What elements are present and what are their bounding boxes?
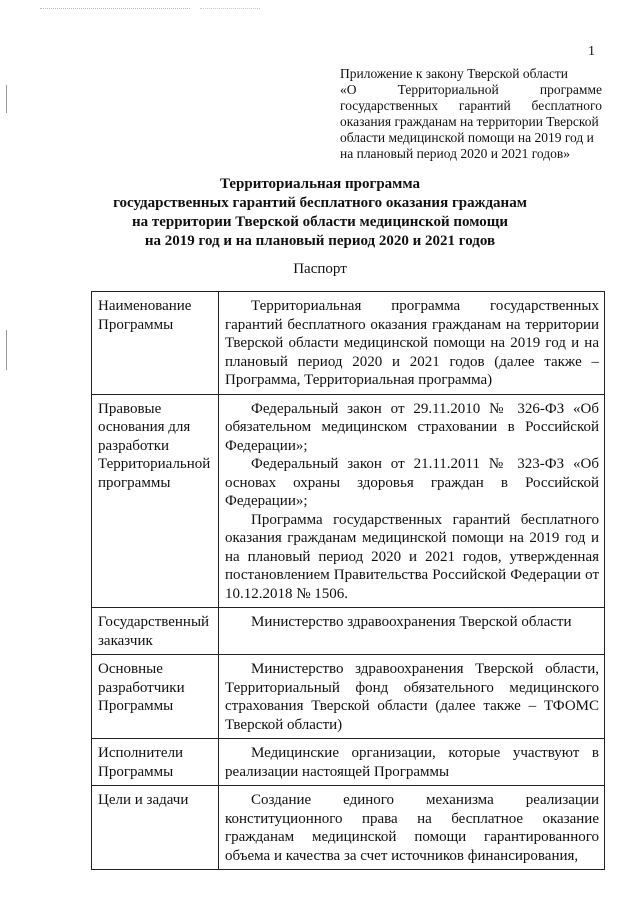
title-line: государственных гарантий бесплатного оказания гражданам bbox=[113, 195, 527, 211]
scan-artifact bbox=[40, 8, 190, 12]
page-number: 1 bbox=[588, 44, 595, 59]
row-label: Наименование Программы bbox=[92, 292, 219, 395]
scan-artifact bbox=[200, 8, 260, 12]
row-label: Правовые основания для разработки Территориальной программы bbox=[92, 394, 219, 608]
row-value bbox=[219, 655, 605, 739]
row-label: Основные разработчики Программы bbox=[92, 655, 219, 739]
table-row bbox=[92, 655, 605, 739]
row-paragraph: Федеральный закон от 21.11.2011 № 323-ФЗ «Об основах охраны здоровья граждан в Российской Федерации»; bbox=[225, 456, 599, 509]
row-paragraph: Министерство здравоохранения Тверской области, Территориальный фонд обязательного медицинского страхования Тверской области (далее также – ТФОМС Тверской области) bbox=[225, 661, 599, 733]
row-paragraph: Программа государственных гарантий бесплатного оказания гражданам медицинской помощи на 2019 год и на плановый период 2020 и 2021 годов, утвержденная постановлением Правительства Российской Федерации от 10.12.2018 № 1506. bbox=[225, 511, 599, 602]
appendix-line: области медицинской помощи на 2019 год и bbox=[340, 130, 594, 145]
appendix-line: оказания гражданам на территории Тверской bbox=[340, 114, 599, 129]
title-line: на территории Тверской области медицинской помощи bbox=[131, 214, 509, 230]
row-value bbox=[219, 292, 605, 395]
appendix-note bbox=[340, 66, 602, 162]
scan-edge-mark bbox=[6, 85, 7, 113]
passport-heading: Паспорт bbox=[293, 261, 347, 277]
row-label: Государственный заказчик bbox=[92, 608, 219, 655]
appendix-line: Приложение к закону Тверской области bbox=[340, 66, 569, 81]
table-row bbox=[92, 394, 605, 608]
row-paragraph: Медицинские организации, которые участвуют в реализации настоящей Программы bbox=[225, 745, 599, 780]
appendix-line: на плановый период 2020 и 2021 годов» bbox=[340, 146, 571, 161]
row-paragraph: Создание единого механизма реализации конституционного права на бесплатное оказание гражданам медицинской помощи гарантированного объема и качества за счет источников финансирования, bbox=[225, 792, 599, 864]
table-row bbox=[92, 786, 605, 870]
row-value bbox=[219, 608, 605, 655]
row-paragraph: Территориальная программа государственных гарантий бесплатного оказания гражданам на территории Тверской области медицинской помощи на 2019 год и на плановый период 2020 и 2021 годов (далее также – Программа, Территориальная программа) bbox=[225, 298, 599, 388]
row-value bbox=[219, 786, 605, 870]
row-label: Исполнители Программы bbox=[92, 739, 219, 786]
title-line: Территориальная программа bbox=[219, 176, 421, 192]
title-line: на 2019 год и на плановый период 2020 и 2021 годов bbox=[144, 233, 496, 249]
row-paragraph: Федеральный закон от 29.11.2010 № 326-ФЗ «Об обязательном медицинском страховании в Российской Федерации»; bbox=[225, 400, 599, 454]
table-row bbox=[92, 608, 605, 655]
passport-table bbox=[91, 291, 605, 870]
row-label: Цели и задачи bbox=[92, 786, 219, 870]
document-title bbox=[0, 175, 640, 251]
row-value bbox=[219, 394, 605, 608]
row-paragraph: Министерство здравоохранения Тверской области bbox=[251, 614, 572, 630]
row-value bbox=[219, 739, 605, 786]
appendix-line: государственных гарантий бесплатного bbox=[340, 98, 602, 113]
appendix-line: «О Территориальной программе bbox=[340, 82, 602, 97]
scan-edge-mark bbox=[6, 330, 7, 370]
table-row bbox=[92, 739, 605, 786]
table-row bbox=[92, 292, 605, 395]
